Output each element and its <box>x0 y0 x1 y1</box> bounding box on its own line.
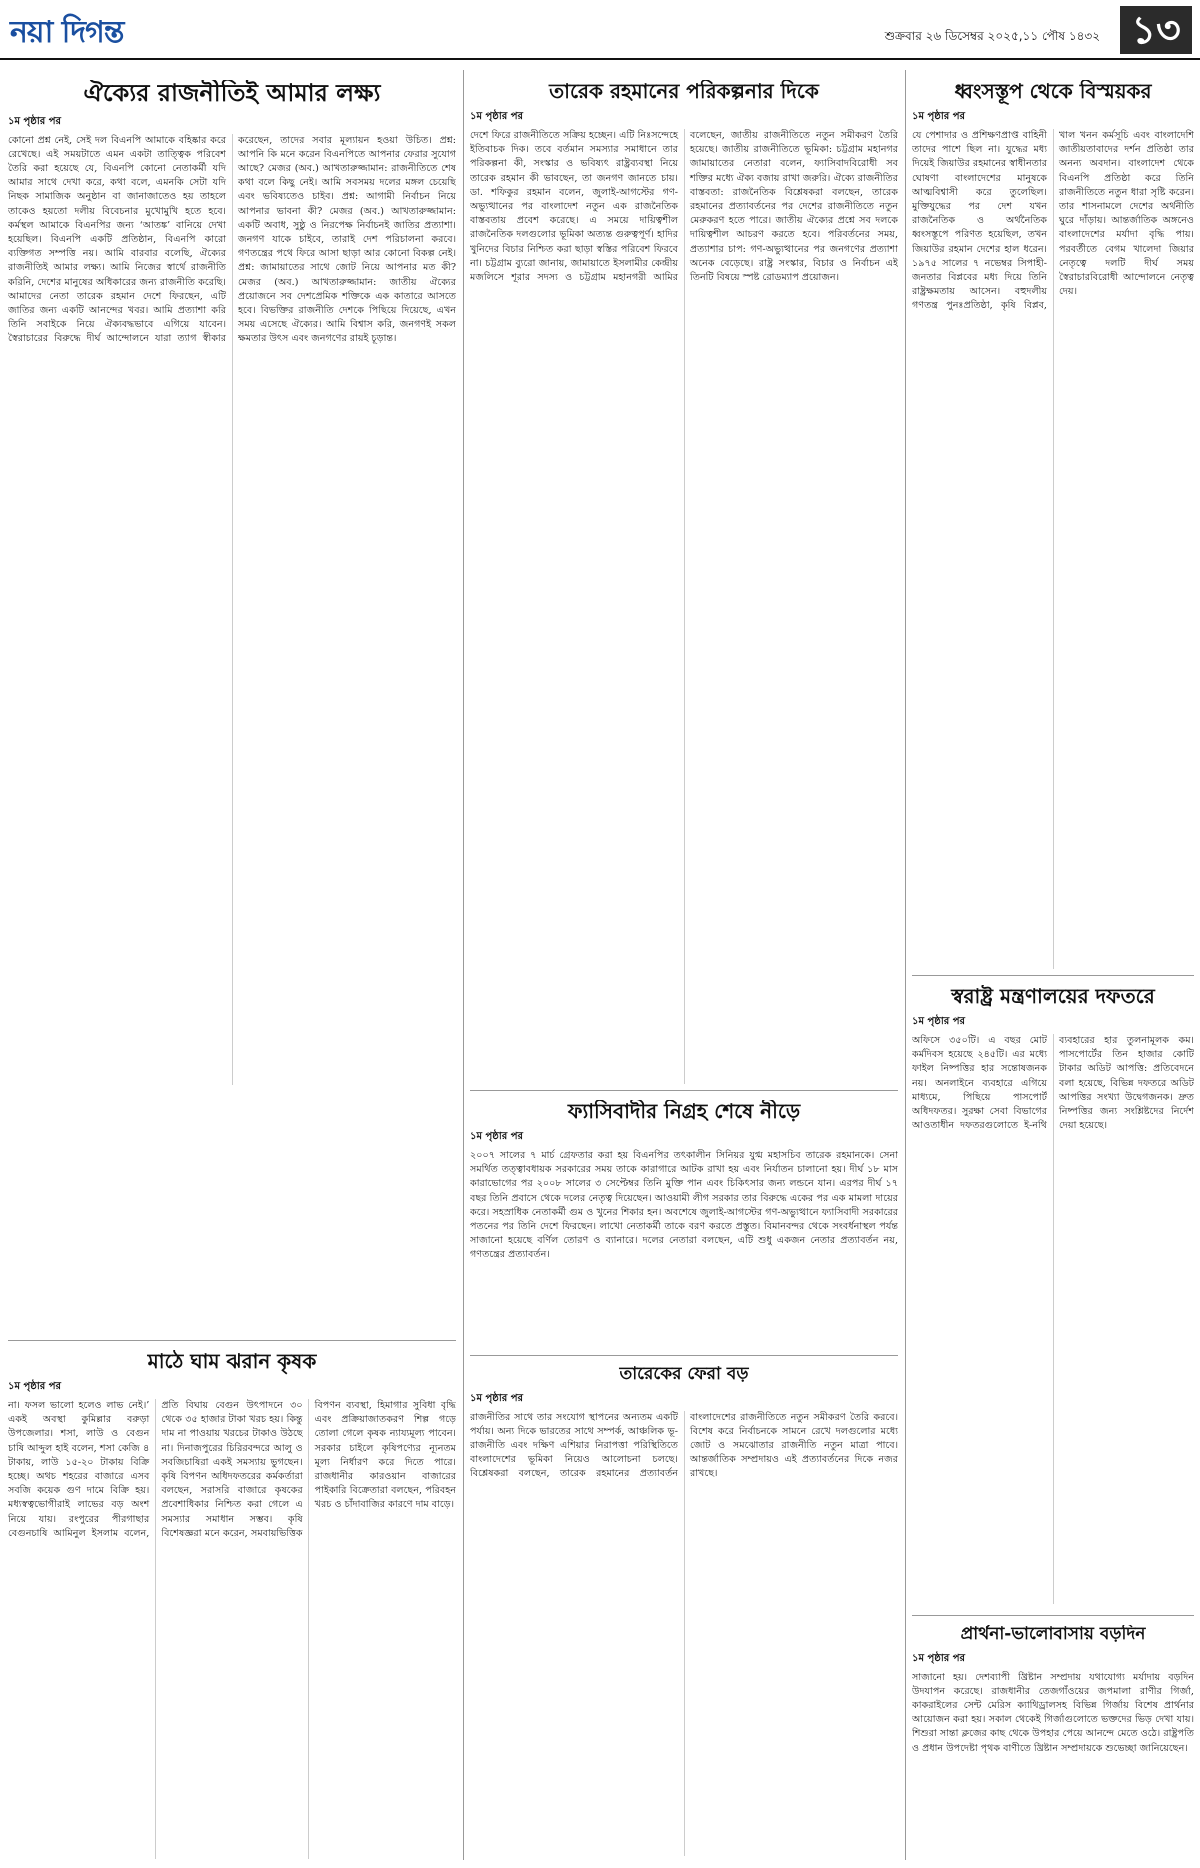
story-ruins <box>912 80 1194 970</box>
story-christmas <box>912 1625 1194 1860</box>
story-unity <box>8 80 456 1085</box>
body-ruins: যে পেশাদার ও প্রশিক্ষণপ্রাপ্ত বাহিনী তাদের পাশে ছিল না। যুদ্ধের মধ্য দিয়েই জিয়াউর রহমানের স্বাধীনতার ঘোষণা বাংলাদেশের মানুষকে আত্মবিশ্বাসী করে তুলেছিল। মুক্তিযুদ্ধের পর দেশ যখন রাজনৈতিক ও অর্থনৈতিক ধ্বংসস্তূপে পরিণত হয়েছিল, তখন জিয়াউর রহমান দেশের হাল ধরেন। ১৯৭৫ সালের ৭ নভেম্বর সিপাহী-জনতার বিপ্লবের মধ্য দিয়ে তিনি রাষ্ট্রক্ষমতায় আসেন। বহুদলীয় গণতন্ত্র পুনঃপ্রতিষ্ঠা, কৃষি বিপ্লব, খাল খনন কর্মসূচি এবং বাংলাদেশি জাতীয়তাবাদের দর্শন প্রতিষ্ঠা তার অনন্য অবদান। বাংলাদেশ থেকে বিএনপি প্রতিষ্ঠা করে তিনি রাজনীতিতে নতুন ধারা সৃষ্টি করেন। তার শাসনামলে দেশের অর্থনীতি ঘুরে দাঁড়ায়। আন্তর্জাতিক অঙ্গনেও বাংলাদেশের মর্যাদা বৃদ্ধি পায়। পরবর্তীতে বেগম খালেদা জিয়ার নেতৃত্বে দলটি দীর্ঘ সময় স্বৈরাচারবিরোধী আন্দোলনে নেতৃত্ব দেয়। <box>912 130 1194 312</box>
story-return <box>470 1365 898 1860</box>
continued-label: ১ম পৃষ্ঠার পর <box>912 111 965 122</box>
body-christmas: সাজানো হয়। দেশব্যাপী খ্রিষ্টান সম্প্রদায় যথাযোগ্য মর্যাদায় বড়দিন উদযাপন করেছে। রাজধানীর তেজগাঁওয়ের জপমালা রাণীর গির্জা, কাকরাইলের সেন্ট মেরিস ক্যাথিড্রালসহ বিভিন্ন গির্জায় বিশেষ প্রার্থনার আয়োজন করা হয়। সকাল থেকেই গির্জাগুলোতে ভক্তদের ভিড় দেখা যায়। শিশুরা সান্তা ক্লজের কাছ থেকে উপহার পেয়ে আনন্দে মেতে ওঠে। রাষ্ট্রপতি ও প্রধান উপদেষ্টা পৃথক বাণীতে খ্রিষ্টান সম্প্রদায়কে শুভেচ্ছা জানিয়েছেন। <box>912 1671 1194 1754</box>
continued-label: ১ম পৃষ্ঠার পর <box>470 111 523 122</box>
headline-unity: ঐক্যের রাজনীতিই আমার লক্ষ্য <box>83 80 381 107</box>
continued-label: ১ম পৃষ্ঠার পর <box>912 1016 965 1027</box>
dateline: শুক্রবার ২৬ ডিসেম্বর ২০২৫,১১ পৌষ ১৪৩২ <box>884 29 1100 43</box>
continued-label: ১ম পৃষ্ঠার পর <box>8 1381 61 1392</box>
body-home-ministry: অফিসে ৩৫০টি। এ বছর মোট কর্মদিবস হয়েছে ২৪৫টি। এর মধ্যে ফাইল নিষ্পত্তির হার সন্তোষজনক নয়। অনলাইনে ব্যবহারে এগিয়ে মাধ্যমে, পিছিয়ে পাসপোর্ট অধিদফতর। সুরক্ষা সেবা বিভাগের আওতাধীন দফতরগুলোতে ই-নথি ব্যবহারের হার তুলনামূলক কম। পাসপোর্টের তিন হাজার কোটি টাকার অডিট আপত্তি: প্রতিবেদনে বলা হয়েছে, বিভিন্ন দফতরে অডিট আপত্তির সংখ্যা উদ্বেগজনক। দ্রুত নিষ্পত্তির জন্য সংশ্লিষ্টদের নির্দেশ দেয়া হয়েছে। <box>912 1035 1194 1132</box>
body-fascist: ২০০৭ সালের ৭ মার্চ গ্রেফতার করা হয় বিএনপির তৎকালীন সিনিয়র যুগ্ম মহাসচিব তারেক রহমানকে। সেনা সমর্থিত তত্ত্বাবধায়ক সরকারের সময় তাকে কারাগারে আটক রাখা হয় এবং নির্যাতন চালানো হয়। দীর্ঘ ১৮ মাস কারাভোগের পর ২০০৮ সালের ৩ সেপ্টেম্বর তিনি মুক্তি পান এবং চিকিৎসার জন্য লন্ডনে যান। এরপর দীর্ঘ ১৭ বছর তিনি প্রবাসে থেকে দলের নেতৃত্ব দিয়েছেন। আওয়ামী লীগ সরকার তার বিরুদ্ধে একের পর এক মামলা দায়ের করে। সহস্রাধিক নেতাকর্মী গুম ও খুনের শিকার হন। অবশেষে জুলাই-আগস্টের গণ-অভ্যুত্থানে ফ্যাসিবাদী সরকারের পতনের পর তিনি দেশে ফিরছেন। লাখো নেতাকর্মী তাকে বরণ করতে প্রস্তুত। বিমানবন্দর থেকে সংবর্ধনাস্থল পর্যন্ত সাজানো হয়েছে বর্ণিল তোরণ ও ব্যানারে। দলের নেতারা বলছেন, এটি শুধু একজন নেতার প্রত্যাবর্তন নয়, গণতন্ত্রের প্রত্যাবর্তন। <box>470 1150 898 1261</box>
story-fascist <box>470 1100 898 1350</box>
story-farmer <box>8 1350 456 1860</box>
headline-farmer: মাঠে ঘাম ঝরান কৃষক <box>147 1350 317 1373</box>
body-farmer: না। ফসল ভালো হলেও লাভ নেই।’ একই অবস্থা কুমিল্লার বরুড়া উপজেলার। শসা, লাউ ও বেগুন চাষি আব্দুল হাই বলেন, শসা কেজি ৪ টাকায়, লাউ ১৫-২০ টাকায় বিক্রি হচ্ছে। অথচ শহরের বাজারে এসব সবজি কয়েক গুণ দামে বিক্রি হয়। মধ্যস্বত্বভোগীরাই লাভের বড় অংশ নিয়ে যায়। রংপুরের পীরগাছার বেগুনচাষি আমিনুল ইসলাম বলেন, প্রতি বিঘায় বেগুন উৎপাদনে ৩০ থেকে ৩৫ হাজার টাকা খরচ হয়। কিন্তু দাম না পাওয়ায় খরচের টাকাও উঠছে না। দিনাজপুরের চিরিরবন্দরে আলু ও সবজিচাষিরা একই সমস্যায় ভুগছেন। কৃষি বিপণন অধিদফতরের কর্মকর্তারা বলছেন, সরাসরি বাজারে কৃষকের প্রবেশাধিকার নিশ্চিত করা গেলে এ সমস্যার সমাধান সম্ভব। কৃষি বিশেষজ্ঞরা মনে করেন, সমবায়ভিত্তিক বিপণন ব্যবস্থা, হিমাগার সুবিধা বৃদ্ধি এবং প্রক্রিয়াজাতকরণ শিল্প গড়ে তোলা গেলে কৃষক ন্যায্যমূল্য পাবেন। সরকার চাইলে কৃষিপণ্যের ন্যূনতম মূল্য নির্ধারণ করে দিতে পারে। রাজধানীর কারওয়ান বাজারের পাইকারি বিক্রেতারা বলছেন, পরিবহন খরচ ও চাঁদাবাজির কারণে দাম বাড়ে। <box>8 1400 456 1539</box>
newspaper-logo[interactable]: নয়া দিগন্ত <box>10 15 124 50</box>
headline-ruins: ধ্বংসস্তূপ থেকে বিস্ময়কর <box>954 80 1152 103</box>
continued-label: ১ম পৃষ্ঠার পর <box>470 1392 523 1404</box>
continued-label: ১ম পৃষ্ঠার পর <box>912 1652 965 1664</box>
headline-christmas: প্রার্থনা-ভালোবাসায় বড়দিন <box>960 1625 1146 1644</box>
continued-label: ১ম পৃষ্ঠার পর <box>8 115 61 127</box>
body-unity: কোনো প্রশ্ন নেই, সেই দল বিএনপি আমাকে বহিষ্কার করে রেখেছে। এই সময়টাতে এমন একটা তাত্ত্বিক পরিবেশ তৈরি করা হয়েছে যে, বিএনপি কোনো নেতাকর্মী যদি আমার সাথে দেখা করে, কথা বলে, এমনকি সেটা যদি নিছক সামাজিক অনুষ্ঠান বা জানাজাতেও হয় তাহলে তাকেও হয়তো দলীয় বিবেচনার মুখোমুখি হতে হবে। কর্মস্থল আমাকে বিএনপির জন্য ‘আতঙ্ক’ বানিয়ে দেখা হয়েছিল। বিএনপি একটি প্রতিষ্ঠান, বিএনপি কারো ব্যক্তিগত সম্পত্তি নয়। আমি বারবার বলেছি, ঐক্যের রাজনীতিই আমার লক্ষ্য। আমি নিজের স্বার্থে রাজনীতি করিনি, দেশের মানুষের অধিকারের জন্য রাজনীতি করেছি। আমাদের নেতা তারেক রহমান দেশে ফিরছেন, এটি জাতির জন্য একটি আনন্দের খবর। আমি প্রত্যাশা করি তিনি সবাইকে নিয়ে ঐক্যবদ্ধভাবে এগিয়ে যাবেন। স্বৈরাচারের বিরুদ্ধে দীর্ঘ আন্দোলনে যারা ত্যাগ স্বীকার করেছেন, তাদের সবার মূল্যায়ন হওয়া উচিত। প্রশ্ন: আপনি কি মনে করেন বিএনপিতে আপনার ফেরার সুযোগ আছে? মেজর (অব.) আখতারুজ্জামান: রাজনীতিতে শেষ কথা বলে কিছু নেই। আমি সবসময় দলের মঙ্গল চেয়েছি এবং ভবিষ্যতেও চাইব। প্রশ্ন: আগামী নির্বাচন নিয়ে আপনার ভাবনা কী? মেজর (অব.) আখতারুজ্জামান: একটি অবাধ, সুষ্ঠু ও নিরপেক্ষ নির্বাচনই জাতির প্রত্যাশা। জনগণ যাকে চাইবে, তারাই দেশ পরিচালনা করবে। গণতন্ত্রের পথে ফিরে আসা ছাড়া আর কোনো বিকল্প নেই। প্রশ্ন: জামায়াতের সাথে জোট নিয়ে আপনার মত কী? মেজর (অব.) আখতারুজ্জামান: জাতীয় ঐক্যের প্রয়োজনে সব দেশপ্রেমিক শক্তিকে এক কাতারে আসতে হবে। বিভক্তির রাজনীতি দেশকে পিছিয়ে দিয়েছে, এখন সময় এসেছে ঐক্যের। আমি বিশ্বাস করি, জনগণই সকল ক্ষমতার উৎস এবং জনগণের রায়ই চূড়ান্ত। <box>8 134 456 345</box>
body-tarique: দেশে ফিরে রাজনীতিতে সক্রিয় হচ্ছেন। এটি নিঃসন্দেহে ইতিবাচক দিক। তবে বর্তমান সমস্যার সমাধানে তার পরিকল্পনা কী, সংস্কার ও ভবিষ্যৎ রাষ্ট্রব্যবস্থা নিয়ে তারেক রহমান কী ভাবছেন, তা জনগণ জানতে চায়। ডা. শফিকুর রহমান বলেন, জুলাই-আগস্টের গণ-অভ্যুত্থানের পর বাংলাদেশ নতুন এক রাজনৈতিক বাস্তবতায় প্রবেশ করেছে। এ সময়ে দায়িত্বশীল রাজনৈতিক দলগুলোর ভূমিকা অত্যন্ত গুরুত্বপূর্ণ। হাদির খুনিদের বিচার নিশ্চিত করা ছাড়া স্বস্তির পরিবেশ ফিরবে না। চট্টগ্রাম ব্যুরো জানায়, জামায়াতে ইসলামীর কেন্দ্রীয় মজলিসে শূরার সদস্য ও চট্টগ্রাম মহানগরী আমির বলেছেন, জাতীয় রাজনীতিতে নতুন সমীকরণ তৈরি হয়েছে। জাতীয় রাজনীতিতে ভূমিকা: চট্টগ্রাম মহানগর জামায়াতের নেতারা বলেন, ফ্যাসিবাদবিরোধী সব শক্তির মধ্যে ঐক্য বজায় রাখা জরুরি। ঐক্যে রাজনীতির বাস্তবতা: রাজনৈতিক বিশ্লেষকরা বলছেন, তারেক রহমানের প্রত্যাবর্তনের পর দেশের রাজনীতিতে নতুন মেরুকরণ হতে পারে। জাতীয় ঐক্যের প্রশ্নে সব দলকে দায়িত্বশীল আচরণ করতে হবে। পরিবর্তনের সময়, প্রত্যাশার চাপ: গণ-অভ্যুত্থানের পর জনগণের প্রত্যাশা অনেক বেড়েছে। রাষ্ট্র সংস্কার, বিচার ও নির্বাচন এই তিনটি বিষয়ে স্পষ্ট রোডম্যাপ প্রয়োজন। <box>470 130 898 284</box>
continued-label: ১ম পৃষ্ঠার পর <box>470 1131 523 1142</box>
headline-tarique: তারেক রহমানের পরিকল্পনার দিকে <box>549 80 819 103</box>
story-tarique <box>470 80 898 1085</box>
page-number: ১৩ <box>1120 6 1192 54</box>
masthead <box>0 0 1200 60</box>
story-home-ministry <box>912 985 1194 1605</box>
headline-fascist: ফ্যাসিবাদীর নিগ্রহ শেষে নীড়ে <box>567 1100 801 1123</box>
headline-home-ministry: স্বরাষ্ট্র মন্ত্রণালয়ের দফতরে <box>951 985 1155 1008</box>
body-return: রাজনীতির সাথে তার সংযোগ স্থাপনের অন্যতম একটি পর্যায়। অন্য দিকে ভারতের সাথে সম্পর্ক, আঞ্চলিক ভূ-রাজনীতি এবং দক্ষিণ এশিয়ার নিরাপত্তা পরিস্থিতিতে বাংলাদেশের ভূমিকা নিয়েও আলোচনা চলছে। বিশ্লেষকরা বলছেন, তারেক রহমানের প্রত্যাবর্তন বাংলাদেশের রাজনীতিতে নতুন সমীকরণ তৈরি করবে। বিশেষ করে নির্বাচনকে সামনে রেখে দলগুলোর মধ্যে জোট ও সমঝোতার রাজনীতি নতুন মাত্রা পাবে। আন্তর্জাতিক সম্প্রদায়ও এই প্রত্যাবর্তনের দিকে নজর রাখছে। <box>470 1411 898 1480</box>
headline-return: তারেকের ফেরা বড় <box>619 1365 749 1384</box>
